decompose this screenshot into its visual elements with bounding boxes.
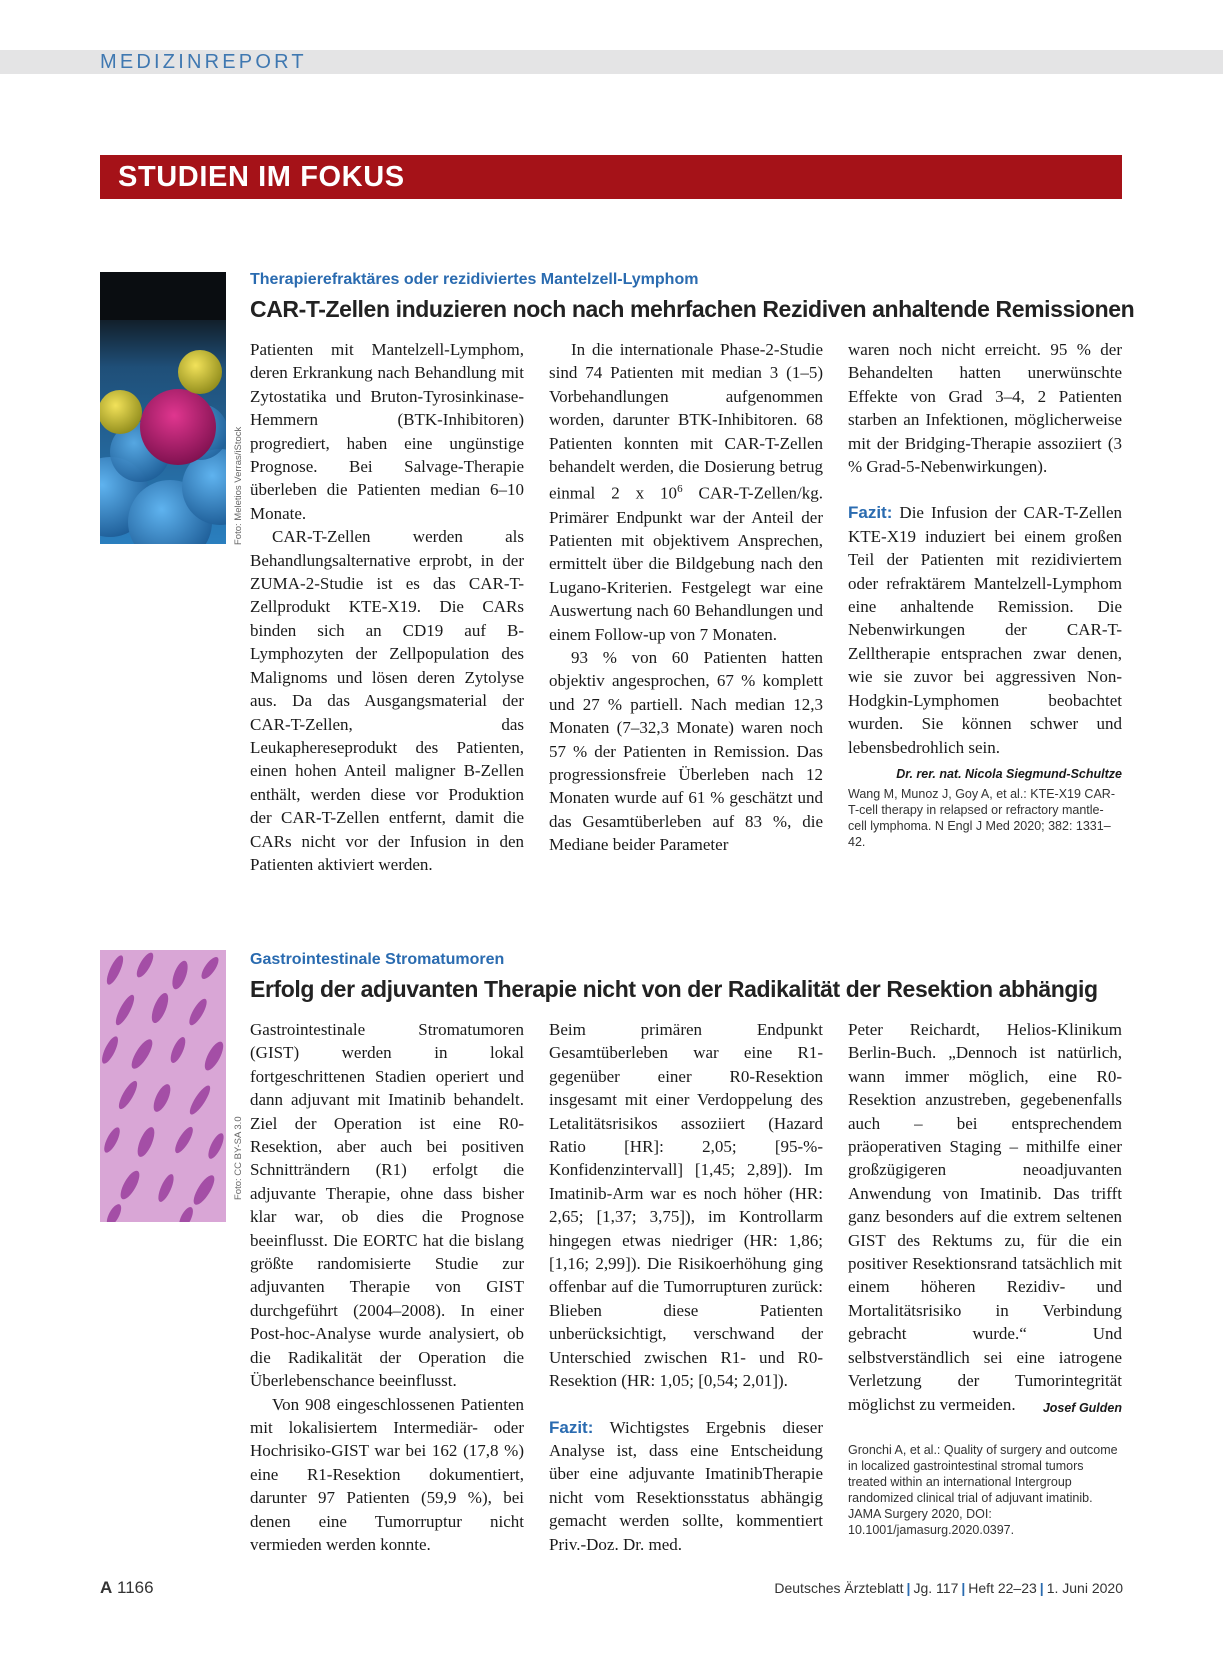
article1-paragraph: CAR-T-Zellen werden als Behandlungsalternative erprobt, in der ZUMA-2-Studie ist es das CAR-T-Zellprodukt KTE-X19. Die CARs binden sich an CD19 auf B-Lymphozyten der Zellpopulation des Malignoms und lösen deren Zytolyse aus. Da das Ausgangsmaterial der CAR-T-Zellen, das Leukaphereseprodukt des Patienten, einen hohen Anteil maligner B-Zellen enthält, werden diese vor Produktion der CAR-T-Zellen entfernt, damit die CARs nicht vor der Infusion in den Patienten aktiviert werden. bbox=[250, 527, 524, 874]
article1-column-1 bbox=[250, 338, 524, 876]
fazit-text: Die Infusion der CAR-T-Zellen KTE-X19 induziert bei einem großen Teil der Patienten mit rezidiviertem oder refraktärem Mantelzell-Lymphom eine anhaltende Remission. Die Nebenwirkungen der CAR-T-Zelltherapie entsprachen zwar denen, wie sie zuvor bei aggressiven Non-Hodgkin-Lymphomen beobachtet wurden. Sie können schwer und lebensbedrohlich sein. bbox=[848, 503, 1122, 757]
article2-column-2 bbox=[549, 1018, 823, 1556]
journal-volume: Jg. 117 bbox=[913, 1580, 959, 1596]
article1-text-part: CAR-T-Zellen/kg. Primärer Endpunkt war der Anteil der Patienten mit objektivem Ansprechen, ermittelt über die Bildgebung nach den Lugano-Kriterien. Festgelegt war eine Auswertung nach 60 Behandlungen und einem Follow-up von 7 Monaten. bbox=[549, 484, 823, 644]
article1-fazit bbox=[848, 501, 1122, 781]
article1-kicker: Therapierefraktäres oder rezidiviertes Mantelzell-Lymphom bbox=[250, 271, 699, 288]
article1-column-3 bbox=[848, 338, 1122, 850]
article1-photo-credit: Foto: Meletios Verras/iStock bbox=[233, 426, 244, 545]
journal-info: Deutsches Ärzteblatt | Jg. 117 | Heft 22–23 | 1. Juni 2020 bbox=[774, 1580, 1123, 1596]
page-number-value: 1166 bbox=[117, 1578, 154, 1597]
article2-column-1 bbox=[250, 1018, 524, 1556]
article2-reference: Gronchi A, et al.: Quality of surgery and outcome in localized gastrointestinal stromal tumors treated within an international Intergroup randomized clinical trial of adjuvant imatinib. JAMA Surgery 2020, DOI: 10.1001/jamasurg.2020.0397. bbox=[848, 1442, 1118, 1537]
article2-fazit bbox=[549, 1416, 823, 1556]
article1-paragraph: waren noch nicht erreicht. 95 % der Behandelten hatten unerwünschte Effekte von Grad 3–4, 2 Patienten starben an Infektionen, möglicherweise mit der Bridging-Therapie assoziiert (3 % Grad-5-Nebenwirkungen). bbox=[848, 340, 1122, 477]
article2-paragraph bbox=[848, 1018, 1122, 1416]
article2-text-part: Peter Reichardt, Helios-Klinikum Berlin-Buch. „Dennoch ist natürlich, wann immer möglich, eine R0-Resektion anzustreben, gegebenenfalls auch – bei entsprechendem präoperativen Staging – mithilfe einer großzügigeren neoadjuvanten Anwendung von Imatinib. Das trifft ganz besonders auf die extrem seltenen GIST des Rektums zu, für die ein positiver Resektionsrand tatsächlich mit einem höheren Rezidiv- und Mortalitätsrisiko in Verbindung gebracht wurde.“ Und selbstverständlich sei eine iatrogene Verletzung der Tumorintegrität möglichst zu vermeiden. bbox=[848, 1020, 1122, 1414]
journal-name: Deutsches Ärzteblatt bbox=[774, 1580, 904, 1596]
article1-text-part: In die internationale Phase-2-Studie sind 74 Patienten mit median 3 (1–5) Vorbehandlungen aufgenommen worden, darunter BTK-Inhibitoren. 68 Patienten konnten mit CAR-T-Zellen behandelt werden, die Dosierung betrug einmal 2 x 10 bbox=[549, 340, 823, 504]
page-prefix: A bbox=[100, 1578, 113, 1597]
exponent: 6 bbox=[677, 483, 683, 496]
article1-paragraph bbox=[549, 338, 823, 646]
article1-photo bbox=[100, 272, 226, 544]
page-number bbox=[100, 1578, 154, 1598]
cell-illustration bbox=[100, 272, 226, 544]
journal-issue: Heft 22–23 bbox=[968, 1580, 1037, 1596]
journal-date: 1. Juni 2020 bbox=[1046, 1580, 1123, 1596]
article1-paragraph: 93 % von 60 Patienten hatten objektiv angesprochen, 67 % komplett und 27 % partiell. Nach median 12,3 Monaten (7–32,3 Monate) waren noch 57 % der Patienten in Remission. Das progressionsfreie Überleben nach 12 Monaten wurde auf 61 % geschätzt und das Gesamtüberleben auf 83 %, die Mediane beider Parameter bbox=[549, 647, 823, 855]
article2-author: Josef Gulden bbox=[1042, 1400, 1122, 1415]
article1-author: Dr. rer. nat. Nicola Siegmund-Schultze bbox=[896, 766, 1122, 781]
histology-image bbox=[100, 950, 226, 1222]
article2-column-3 bbox=[848, 1018, 1122, 1538]
article1-headline: CAR-T-Zellen induzieren noch nach mehrfachen Rezidiven anhaltende Remissionen bbox=[250, 296, 1135, 322]
article2-photo-credit: Foto: CC BY-SA 3.0 bbox=[233, 1116, 244, 1200]
article2-paragraph: Beim primären Endpunkt Gesamtüberleben war eine R1- gegenüber einer R0-Resektion insgesamt mit einer Verdoppelung des Letalitätsrisikos assoziiert (Hazard Ratio [HR]: 2,05; [95-%-Konfidenzintervall] [1,45; 2,89]). Im Imatinib-Arm war es noch höher (HR: 2,65; [1,37; 3,75]), im Kontrollarm hingegen etwas niedriger (HR: 1,86; [1,16; 2,99]). Die Risikoerhöhung ging offenbar auf die Tumorrupturen zurück: Blieben diese Patienten unberücksichtigt, verschwand der Unterschied zwischen R1- und R0-Resektion (HR: 1,05; [0,54; 2,01]). bbox=[549, 1020, 823, 1391]
article1-column-2 bbox=[549, 338, 823, 857]
article1-paragraph: Patienten mit Mantelzell-Lymphom, deren Erkrankung nach Behandlung mit Zytostatika und Bruton-Tyrosinkinase-Hemmern (BTK-Inhibitoren) progrediert, haben eine ungünstige Prognose. Bei Salvage-Therapie überleben die Patienten median 6–10 Monate. bbox=[250, 340, 524, 523]
article2-headline: Erfolg der adjuvanten Therapie nicht von der Radikalität der Resektion abhängig bbox=[250, 976, 1098, 1002]
article2-kicker: Gastrointestinale Stromatumoren bbox=[250, 951, 505, 968]
article2-paragraph: Gastrointestinale Stromatumoren (GIST) werden in lokal fortgeschrittenen Stadien operiert und dann adjuvant mit Imatinib behandelt. Ziel der Operation ist eine R0-Resektion, aber auch bei positiven Schnitträndern (R1) erfolgt die adjuvante Therapie, ohne dass bisher klar war, ob dies die Prognose beeinflusst. Die EORTC hat die bislang größte randomisierte Studie zur adjuvanten Therapie von GIST durchgeführt (2004–2008). In einer Post-hoc-Analyse wurde analysiert, ob die Radikalität der Operation die Überlebenschance beeinflusst. bbox=[250, 1020, 524, 1391]
article2-photo bbox=[100, 950, 226, 1222]
fazit-text: Wichtigstes Ergebnis dieser Analyse ist, dass eine Entscheidung über eine adjuvante ImatinibTherapie nicht vom Resektionsstatus abhängig gemacht werden sollte, kommentiert Priv.-Doz. Dr. med. bbox=[549, 1417, 823, 1554]
section-label: MEDIZINREPORT bbox=[100, 51, 307, 73]
article2-paragraph: Von 908 eingeschlossenen Patienten mit lokalisiertem Intermediär- oder Hochrisiko-GIST war bei 162 (17,8 %) eine R1-Resektion dokumentiert, darunter 97 Patienten (59,9 %), bei denen eine Tumorruptur nicht vermieden werden konnte. bbox=[250, 1394, 524, 1554]
fazit-label: Fazit: bbox=[848, 503, 893, 523]
article1-reference: Wang M, Munoz J, Goy A, et al.: KTE-X19 CAR-T-cell therapy in relapsed or refractory mantle-cell lymphoma. N Engl J Med 2020; 382: 1331–42. bbox=[848, 787, 1115, 850]
banner-title: STUDIEN IM FOKUS bbox=[118, 161, 405, 193]
fazit-label: Fazit: bbox=[549, 1417, 594, 1437]
